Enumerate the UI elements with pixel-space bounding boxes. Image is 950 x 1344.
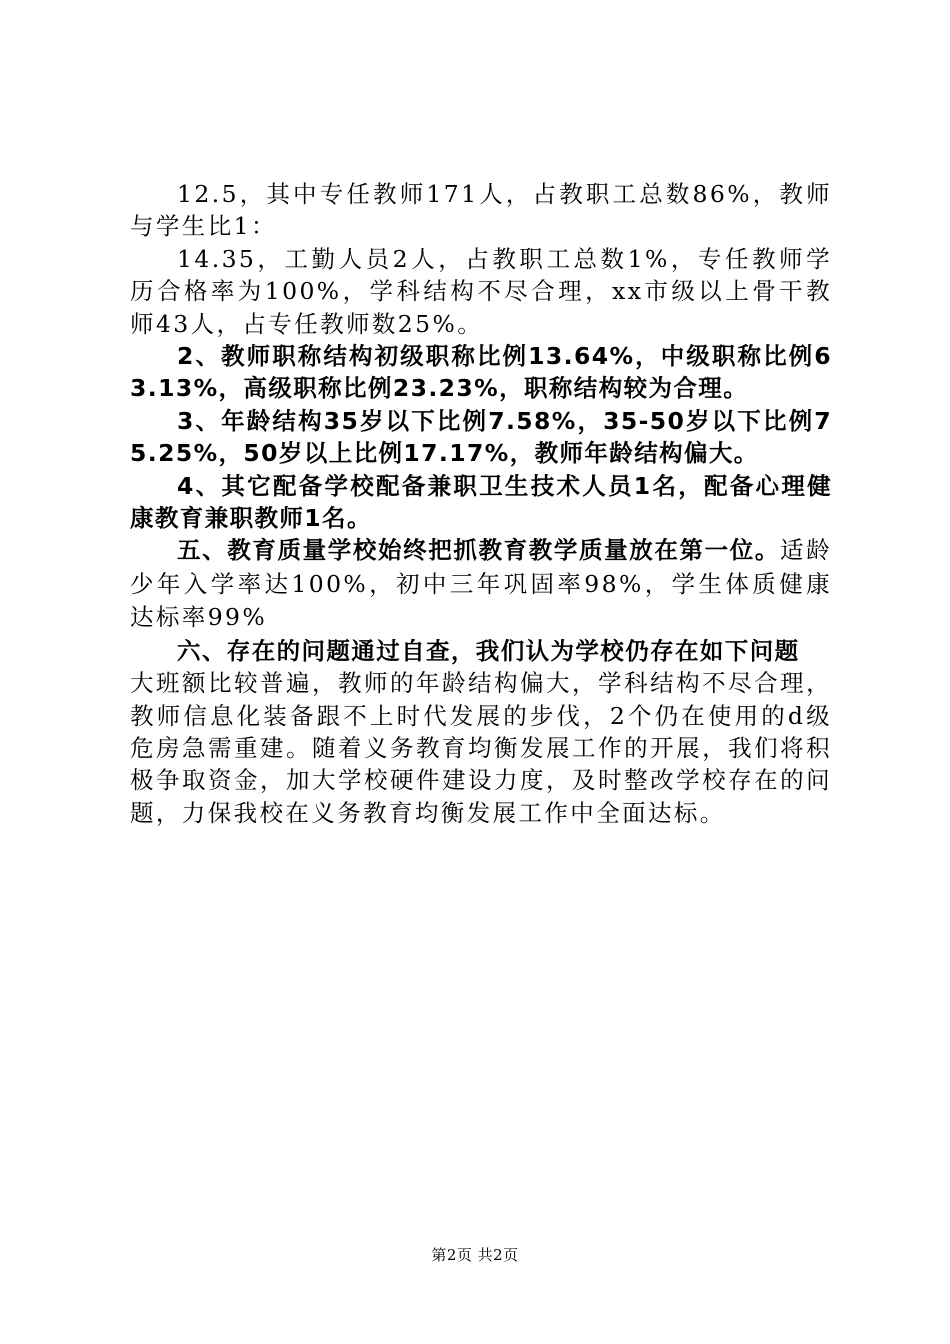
paragraph-other-staffing: 4、其它配备学校配备兼职卫生技术人员1名，配备心理健康教育兼职教师1名。 [130,471,832,533]
paragraph-problems-heading: 六、存在的问题通过自查，我们认为学校仍存在如下问题 [177,636,800,665]
paragraph-staff-qualification: 14.35，工勤人员2人，占教职工总数1%，专任教师学历合格率为100%，学科结构不尽合理，xx市级以上骨干教师43人，占专任教师数25%。 [130,244,832,338]
education-quality-heading: 五、教育质量学校始终把抓教育教学质量放在第一位。 [177,536,780,565]
page-footer: 第2页 共2页 [431,1246,519,1264]
paragraph-teacher-count: 12.5，其中专任教师171人，占教职工总数86%，教师与学生比1： [130,180,832,241]
paragraph-problems-body: 大班额比较普遍，教师的年龄结构偏大，学科结构不尽合理，教师信息化装备跟不上时代发展的步伐，2个仍在使用的d级危房急需重建。随着义务教育均衡发展工作的开展，我们将积极争取资金，加大学校硬件建设力度，及时整改学校存在的问题，力保我校在义务教育均衡发展工作中全面达标。 [130,669,832,827]
document-body [130,178,832,829]
paragraph-age-structure: 3、年龄结构35岁以下比例7.58%，35-50岁以下比例75.25%，50岁以上比例17.17%，教师年龄结构偏大。 [130,406,832,468]
paragraph-title-structure: 2、教师职称结构初级职称比例13.64%，中级职称比例63.13%，高级职称比例23.23%，职称结构较为合理。 [130,342,832,403]
education-quality-text: 适龄少年入学率达100%，初中三年巩固率98%，学生体质健康达标率99% [130,536,832,632]
paragraph-education-quality [130,534,832,634]
